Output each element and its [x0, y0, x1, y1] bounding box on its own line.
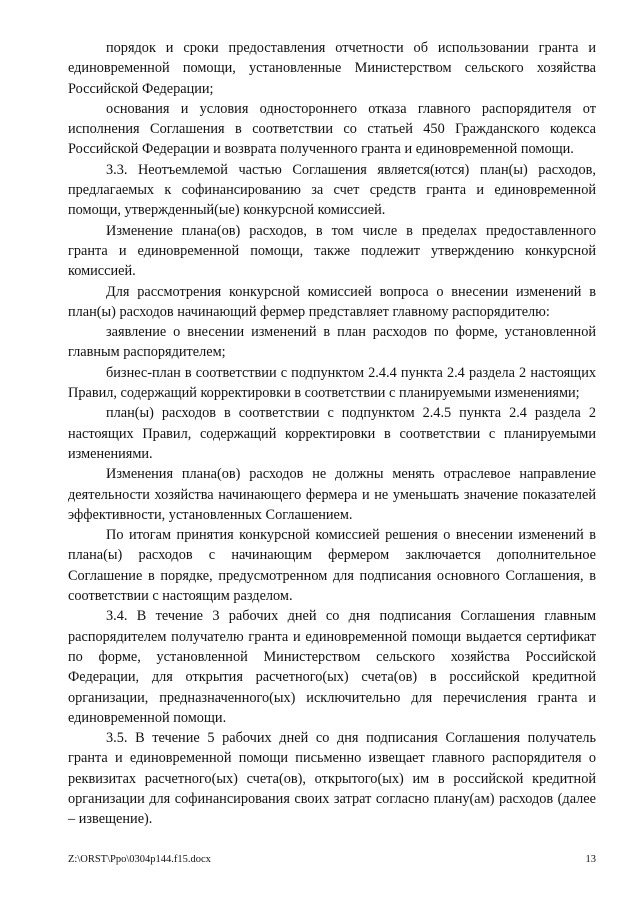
paragraph-additional-agreement: По итогам принятия конкурсной комиссией решения о внесении изменений в плана(ы) расходов с начинающим фермером заключается дополнительное Соглашение в порядке, предусмотренном для подписания основного Соглашения, в соответствии с настоящим разделом. [68, 527, 596, 605]
document-page [68, 38, 596, 830]
paragraph-change-limits: Изменения плана(ов) расходов не должны менять отраслевое направление деятельности хозяйства начинающего фермера и не уменьшать значение показателей эффективности, установленных Соглашением. [68, 466, 596, 523]
paragraph-business-plan: бизнес-план в соответствии с подпунктом 2.4.4 пункта 2.4 раздела 2 настоящих Правил, содержащий корректировки в соответствии с планируемыми изменениями; [68, 364, 596, 402]
paragraph-3-4: 3.4. В течение 3 рабочих дней со дня подписания Соглашения главным распорядителем получателю гранта и единовременной помощи выдается сертификат по форме, установленной Министерством сельского хозяйства Российской Федерации, для открытия расчетного(ых) счета(ов) в российской кредитной организации, предназначенного(ых) исключительно для перечисления гранта и единовременной помощи. [68, 608, 596, 726]
paragraph-application: заявление о внесении изменений в план расходов по форме, установленной главным распорядителем; [68, 324, 596, 361]
footer-file-path: Z:\ORST\Ppo\0304p144.f15.docx [68, 854, 211, 865]
page-footer [68, 854, 596, 866]
footer-page-number: 13 [585, 854, 596, 865]
paragraph-3-5: 3.5. В течение 5 рабочих дней со дня подписания Соглашения получатель гранта и единовременной помощи письменно извещает главного распорядителя о реквизитах расчетного(ых) счета(ов), открытого(ых) им в российской кредитной организации для софинансирования своих затрат согласно плану(ам) расходов (далее – извещение). [68, 730, 596, 828]
paragraph-3-3: 3.3. Неотъемлемой частью Соглашения является(ются) план(ы) расходов, предлагаемых к софинансированию за счет средств гранта и единовременной помощи, утвержденный(ые) конкурсной комиссией. [68, 161, 596, 219]
paragraph-change-request: Для рассмотрения конкурсной комиссией вопроса о внесении изменений в план(ы) расходов начинающий фермер представляет главному распорядителю: [68, 283, 596, 320]
paragraph-termination-grounds: основания и условия одностороннего отказа главного распорядителя от исполнения Соглашения в соответствии со статьей 450 Гражданского кодекса Российской Федерации и возврата полученного гранта и единовременной помощи. [68, 100, 596, 158]
paragraph-expense-plan: план(ы) расходов в соответствии с подпунктом 2.4.5 пункта 2.4 раздела 2 настоящих Правил, содержащий корректировки в соответствии с планируемыми изменениями. [68, 405, 596, 462]
paragraph-plan-change: Изменение плана(ов) расходов, в том числе в пределах предоставленного гранта и единовременной помощи, также подлежит утверждению конкурсной комиссией. [68, 222, 596, 280]
paragraph-reporting-procedure: порядок и сроки предоставления отчетности об использовании гранта и единовременной помощи, установленные Министерством сельского хозяйства Российской Федерации; [68, 40, 596, 97]
